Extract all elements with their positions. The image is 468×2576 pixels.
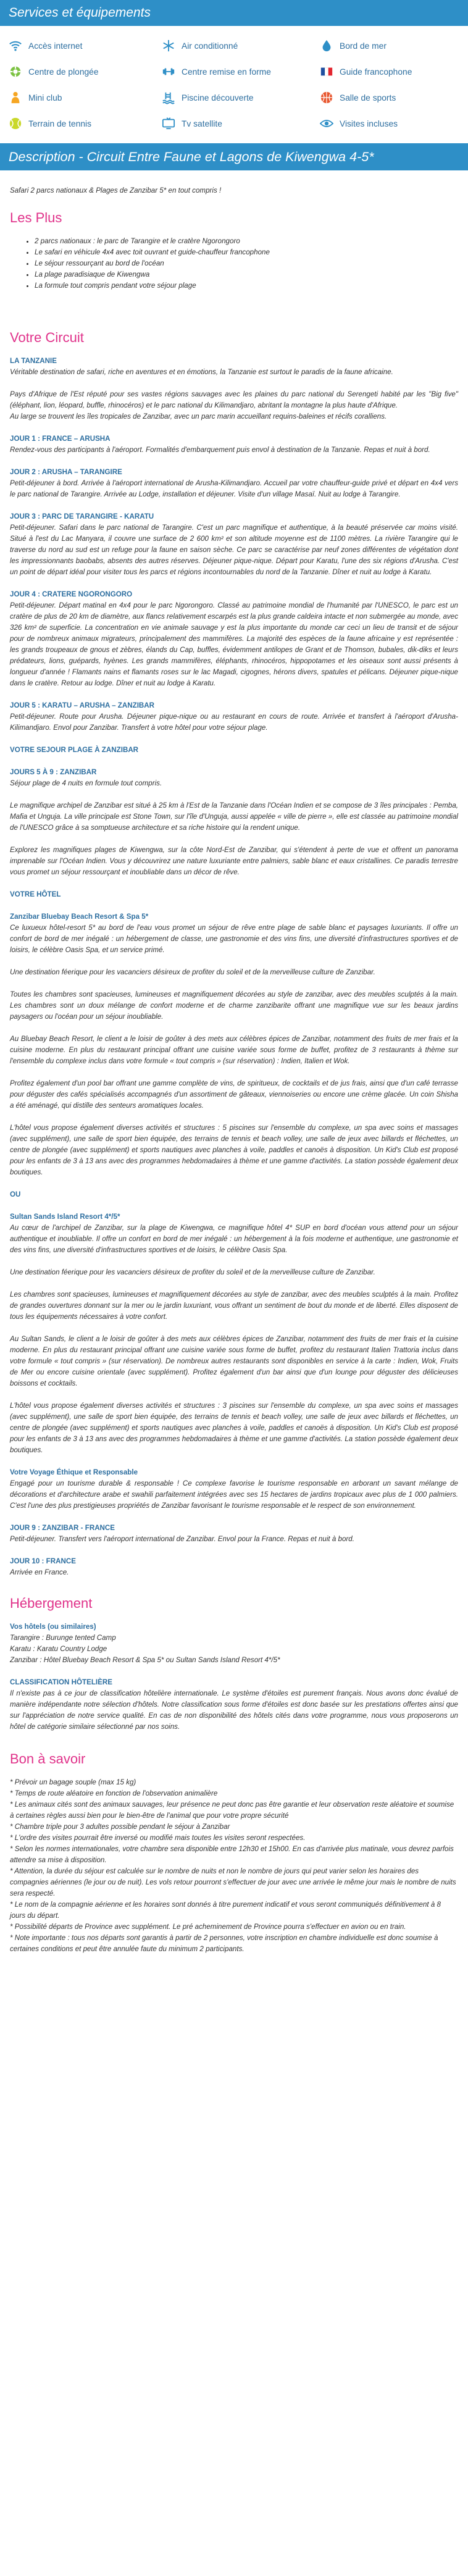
eco-title: Votre Voyage Éthique et Responsable <box>10 1468 138 1476</box>
list-item: * Le nom de la compagnie aérienne et les horaires sont donnés à titre purement indicatif et vous seront communiqués définitivement à 8 jours du départ. <box>10 1901 441 1920</box>
list-item: * Prévoir un bagage souple (max 15 kg) <box>10 1778 136 1786</box>
hotel-paragraph: Profitez également d'un pool bar offrant une gamme complète de vins, de spiritueux, de cocktails et de jus frais, ainsi que d'un café terrasse pour déguster des cafés spécialisés accompagnés d'un assortiment de gâteaux, viennoiseries ou encore une crème glacée. Un coin Shisha a été aménagé, qui distille des senteurs aromatiques locales. <box>10 1079 458 1110</box>
list-item: • La plage paradisiaque de Kiwengwa <box>35 269 458 280</box>
service-item-guide: Guide francophone <box>320 64 468 79</box>
list-item: * Possibilité départs de Province avec supplément. Le pré acheminement de Province pourra s'effectuer en avion ou en train. <box>10 1923 406 1931</box>
plus-heading: Les Plus <box>10 210 62 225</box>
eye-icon <box>320 117 333 130</box>
bon-heading: Bon à savoir <box>10 1751 86 1767</box>
list-item: • 2 parcs nationaux : le parc de Tarangire et le cratère Ngorongoro <box>35 236 458 247</box>
hotel2-name: Sultan Sands Island Resort 4*/5* <box>10 1213 120 1221</box>
service-item-pool: Piscine découverte <box>162 90 320 105</box>
day-text: Arrivée en France. <box>10 1568 69 1576</box>
zanzibar-paragraph: Explorez les magnifiques plages de Kiwengwa, sur la côte Nord-Est de Zanzibar, qui s'étendent à perte de vue et offrent un panorama imprenable sur l'Océan Indien. Vous y découvrirez une nature luxuriante entre palmiers, sable blanc et eaux cristallines. Ce paradis terrestre vous promet un séjour ressourçant et inoubliable dans un décor de rêve. <box>10 846 458 876</box>
service-item-aircon: Air conditionné <box>162 38 320 53</box>
circuit-heading: Votre Circuit <box>10 330 84 345</box>
day-title: JOUR 9 : ZANZIBAR - FRANCE <box>10 1524 115 1532</box>
service-item-seaside: Bord de mer <box>320 38 468 53</box>
day-block <box>10 467 458 500</box>
day-text: Rendez-vous des participants à l'aéroport. Formalités d'embarquement puis envol à destination de la Tanzanie. Repas et nuit à bord. <box>10 446 430 454</box>
region-text: Véritable destination de safari, riche en aventures et en émotions, la Tanzanie est surtout le paradis de la faune africaine. <box>10 368 393 376</box>
tennis-icon <box>9 117 22 130</box>
hebergement-line: Tarangire : Burunge tented Camp <box>10 1634 116 1642</box>
day-text: Petit-déjeuner. Route pour Arusha. Déjeuner pique-nique ou au restaurant en cours de route. Arrivée et transfert à l'aéroport d'Arusha-Kilimandjaro. Envol pour Zanzibar. Transfert à votre hôtel pour votre séjour plage. <box>10 713 458 732</box>
service-item-internet: Accès internet <box>9 38 162 53</box>
wifi-icon <box>9 39 22 52</box>
services-banner: Services et équipements <box>0 0 468 26</box>
services-grid <box>0 26 468 143</box>
main-content <box>0 185 468 1955</box>
intro-text: Safari 2 parcs nationaux & Plages de Zanzibar 5* en tout compris ! <box>10 186 222 194</box>
list-item: * Chambre triple pour 3 adultes possible pendant le séjour à Zanzibar <box>10 1823 230 1831</box>
day-text: Petit-déjeuner. Transfert vers l'aéroport international de Zanzibar. Envol pour la France. Repas et nuit à bord. <box>10 1535 354 1543</box>
drop-icon <box>320 39 333 52</box>
list-item: * Attention, la durée du séjour est calculée sur le nombre de nuits et non le nombre de jours qui peut varier selon les horaires des compagnies aériennes (le jour ou de nuit). Les vols retour pourront s'effectuer de jour avec une arrivée le même jour mais le nombre de nuits sera respecté. <box>10 1867 456 1897</box>
flag-icon <box>320 65 333 78</box>
lifebuoy-icon <box>9 65 22 78</box>
hotel-paragraph: Au Bluebay Beach Resort, le client a le loisir de goûter à des mets aux célèbres épices de Zanzibar, notamment des fruits de mer frais et la cuisine moderne. En plus du restaurant principal offrant une cuisine variée sous forme de buffet, profitez de 3 restaurants à thème sur l'ensemble du complexe inclus dans votre formule « tout compris » (sur réservation) : Indien, Italien et Wok. <box>10 1035 458 1065</box>
hotel-paragraph: L'hôtel vous propose également diverses activités et structures : 5 piscines sur l'ensemble du complexe, un spa avec soins et massages (avec supplément), une salle de sport bien équipée, des terrains de tennis et beach volley, une salle de jeux avec billards et fléchettes, un centre de plongée (avec supplément) et sports nautiques avec planches à voile, paddles et canoës à disposition. Un Kid's Club est proposé pour les enfants de 3 à 13 ans avec des programmes hebdomadaires à thème et une gamme d'activités. La station possède également deux boutiques. <box>10 1124 458 1176</box>
day-text: Petit-déjeuner. Départ matinal en 4x4 pour le parc Ngorongoro. Classé au patrimoine mondial de l'humanité par l'UNESCO, le parc est un cratère de plus de 20 km de diamètre, aux flancs relativement escarpés est la plus grande caldeira intacte et non submergée au monde, avec 326 km² de superficie. La concentration en vie animale sauvage y est la plus importante du monde car ceci un lieu de transit et de séjour pour de nombreux animaux migrateurs, principalement des mammifères. La majorité des espèces de la faune africaine y est représentée : les grands troupeaux de gnous et zèbres, élands du Cap, buffles, évidemment antilopes de Grant et de Thomson, bubales, dik-diks et leurs prédateurs, lions, guépards, hyènes. Les grands mammifères, éléphants, rhinocéros, hippopotames et les oiseaux sont aussi présents à longueur d'année ! Flamants nains et flamants roses sur le lac Magadi, cigognes, hérons divers, spatules et pélicans. Déjeuner pique-nique dans le cratère. Retour au lodge. Dîner et nuit au lodge à Karatu. <box>10 601 458 687</box>
list-item: • La formule tout compris pendant votre séjour plage <box>35 280 458 291</box>
hotel-paragraph: Toutes les chambres sont spacieuses, lumineuses et magnifiquement décorées au style de zanzibar, avec des meubles sculptés à la main. Les chambres sont un doux mélange de confort moderne et de charme zanzibarite offrant une magnifique vue sur les beaux jardins paysagers ou l'océan pour un séjour inoubliable. <box>10 990 458 1021</box>
service-item-miniclub: Mini club <box>9 90 162 105</box>
service-item-fitness: Centre remise en forme <box>162 64 320 79</box>
day-block <box>10 1556 458 1578</box>
region-title: LA TANZANIE <box>10 357 57 365</box>
day-title: JOUR 1 : FRANCE – ARUSHA <box>10 435 111 443</box>
hotel1-name: Zanzibar Bluebay Beach Resort & Spa 5* <box>10 913 149 921</box>
day-title: JOUR 5 : KARATU – ARUSHA – ZANZIBAR <box>10 701 155 709</box>
day-block <box>10 511 458 578</box>
hotel-paragraph: Les chambres sont spacieuses, lumineuses et magnifiquement décorées au style de zanzibar, avec des meubles sculptés à la main. Profitez de grandes ouvertures donnant sur la mer ou le jardin luxuriant, vous offrant un sentiment de bout du monde et de liberté. Elles disposent de tous les équipements nécessaires à votre confort. <box>10 1290 458 1321</box>
classification-text: Il n'existe pas à ce jour de classification hôtelière internationale. Le système d'étoiles est purement français. Nous avons donc évalué de manière indépendante notre sélection d'hôtels. Notre classification sous forme d'étoiles est donc basée sur les prestations offertes ainsi que sur l'appréciation de notre service qualité. En cas de non disponibilité des hôtels cités dans votre programme, nous vous proposerons un hôtel de catégorie similaire sélectionné par nos soins. <box>10 1689 458 1731</box>
plus-list <box>35 236 458 291</box>
list-item: * Note importante : tous nos départs sont garantis à partir de 2 personnes, votre inscription en chambre individuelle est donc soumise à certaines conditions et peut être annulée faute du minimum 2 participants. <box>10 1934 438 1953</box>
description-banner: Description - Circuit Entre Faune et Lagons de Kiwengwa 4-5* <box>0 143 468 170</box>
hebergement-heading: Hébergement <box>10 1595 93 1611</box>
zanzibar-paragraph: Le magnifique archipel de Zanzibar est situé à 25 km à l'Est de la Tanzanie dans l'Océan Indien et se compose de 3 îles principales : Pemba, Mafia et Unguja. La ville principale est Stone Town, sur l'île d'Unguja, aussi appelée « ville de pierre », elle est classée au patrimoine mondial de l'UNESCO grâce à sa somptueuse architecture et sa riche histoire qui la rendent unique. <box>10 801 458 832</box>
tv-icon <box>162 117 175 130</box>
classification-title: CLASSIFICATION HÔTELIÈRE <box>10 1678 112 1686</box>
list-item: • Le safari en véhicule 4x4 avec toit ouvrant et guide-chauffeur francophone <box>35 247 458 258</box>
list-item: * Selon les normes internationales, votre chambre sera disponible entre 12h30 et 15h00. En cas d'arrivée plus matinale, vous devrez parfois attendre sa mise à disposition. <box>10 1845 454 1864</box>
day-text: Petit-déjeuner à bord. Arrivée à l'aéroport international de Arusha-Kilimandjaro. Accueil par votre chauffeur-guide privé et départ en 4x4 vers le parc national de Tarangire. Arrivée au Lodge, installation et déjeuner. Visite d'un village Masaï. Nuit au lodge à Tarangire. <box>10 479 458 498</box>
day-block <box>10 433 458 456</box>
sejour-days-text: Séjour plage de 4 nuits en formule tout compris. <box>10 779 162 787</box>
pool-icon <box>162 91 175 104</box>
day-text: Petit-déjeuner. Safari dans le parc national de Tarangire. C'est un parc magnifique et authentique, à la beauté préservée car moins visité. Situé à l'est du Lac Manyara, il couvre une surface de 2 600 km² et son altitude moyenne est de 1100 mètres. La rivière Tarangire qui le traverse du nord au sud est un refuge pour la faune en saison sèche. Ce parc se caractérise par neuf zones différentes de végétation dont les impressionnants baobabs, absents des autres réserves. Déjeuner pique-nique. Départ pour Karatu, l'une des six régions d'Arusha. C'est un point de départ idéal pour visiter tous les parcs et régions incontournables du nord de la Tanzanie. Dîner et nuit au lodge à Karatu. <box>10 524 458 576</box>
service-item-tv: Tv satellite <box>162 116 320 131</box>
list-item: * Temps de route aléatoire en fonction de l'observation animalière <box>10 1789 218 1797</box>
day-block <box>10 1523 458 1545</box>
service-item-gym: Salle de sports <box>320 90 468 105</box>
hebergement-subtitle: Vos hôtels (ou similaires) <box>10 1623 96 1631</box>
hotel-paragraph: Au cœur de l'archipel de Zanzibar, sur la plage de Kiwengwa, ce magnifique hôtel 4* SUP en bord d'océan vous attend pour un séjour authentique et inoubliable. Il offre un confort en bord de mer inégalé : un hébergement à la fois moderne et authentique, une gastronomie et des vins fins, une diversité d'infrastructures sportives et de loisirs, le célèbre Oasis Spa. <box>10 1224 458 1254</box>
day-title: JOUR 2 : ARUSHA – TARANGIRE <box>10 468 122 476</box>
hotel-paragraph: L'hôtel vous propose également diverses activités et structures : 3 piscines sur l'ensemble du complexe, un spa avec soins et massages (avec supplément), une salle de sport bien équipée, des terrains de tennis et beach volley, une salle de jeux avec billards et fléchettes, un centre de plongée (avec supplément) et sports nautiques avec planches à voile, paddles et canoës à disposition. Un Kid's Club est proposé pour les enfants de 3 à 13 ans avec des programmes hebdomadaires à thème et une gamme d'activités. La station possède également deux boutiques. <box>10 1402 458 1454</box>
or-separator: OU <box>10 1190 21 1198</box>
day-block <box>10 589 458 689</box>
service-item-visits: Visites incluses <box>320 116 468 131</box>
hotel-paragraph: Une destination féerique pour les vacanciers désireux de profiter du soleil et de la merveilleuse culture de Zanzibar. <box>10 968 375 976</box>
region-paragraph: Pays d'Afrique de l'Est réputé pour ses vastes régions sauvages avec les plaines du parc national du Serengeti habité par les "Big five" (éléphant, lion, léopard, buffle, rhinocéros) et le parc national du Kilimandjaro, abritant la montagne la plus haute d'Afrique. <box>10 390 458 409</box>
day-title: JOUR 10 : FRANCE <box>10 1557 76 1565</box>
day-title: JOUR 4 : CRATERE NGORONGORO <box>10 590 133 598</box>
sejour-title: VOTRE SEJOUR PLAGE À ZANZIBAR <box>10 746 139 754</box>
snowflake-icon <box>162 39 175 52</box>
list-item: • Le séjour ressourçant au bord de l'océan <box>35 258 458 269</box>
list-item: * L'ordre des visites pourrait être inversé ou modifié mais toutes les visites seront respectées. <box>10 1834 306 1842</box>
ball-icon <box>320 91 333 104</box>
eco-text: Engagé pour un tourisme durable & responsable ! Ce complexe favorise le tourisme responsable en arborant un savant mélange de décorations et d'architecture arabe et swahili parfaitement intégrées avec ses 15 hectares de jardins tropicaux avec plus de 1 000 palmiers. C'est l'une des plus prestigieuses propriétés de Zanzibar favorisant le tourisme responsable et le respect de son environnement. <box>10 1479 458 1510</box>
service-item-diving: Centre de plongée <box>9 64 162 79</box>
hotel-paragraph: Au Sultan Sands, le client a le loisir de goûter à des mets aux célèbres épices de Zanzibar, notamment des fruits de mer frais et la cuisine moderne. En plus du restaurant principal offrant une cuisine variée sous forme de buffet, profitez du restaurant Italien Trattoria inclus dans votre formule « tout compris » (sur réservation). De nombreux autres restaurants sont disponibles en service à la carte : Indien, Wok, Fruits de Mer ou encore cuisine orientale (avec supplément). Profitez également d'un bar ainsi que d'un lounge pour déguster des délicieuses boissons et cocktails. <box>10 1335 458 1387</box>
list-item: * Les animaux cités sont des animaux sauvages, leur présence ne peut donc pas être garantie et leur observation reste aléatoire et soumise à certaines règles aussi bien pour le bien-être de l'animal que pour votre propre sécurité <box>10 1800 454 1820</box>
hebergement-line: Zanzibar : Hôtel Bluebay Beach Resort & Spa 5* ou Sultan Sands Island Resort 4*/5* <box>10 1656 280 1664</box>
day-block <box>10 700 458 734</box>
dumbbell-icon <box>162 65 175 78</box>
hotel-title: VOTRE HÔTEL <box>10 890 61 898</box>
hotel-paragraph: Ce luxueux hôtel-resort 5* au bord de l'eau vous promet un séjour de rêve entre plage de sable blanc et paysages luxuriants. Il offre un confort de bord de mer inégalé : un hébergement de classe, une gastronomie et des vins fins, une diversité d'infrastructures sportives et de loisirs, le célèbre Oasis Spa, et un service primé. <box>10 924 458 954</box>
service-item-tennis: Terrain de tennis <box>9 116 162 131</box>
region-paragraph: Au large se trouvent les îles tropicales de Zanzibar, avec un parc marin accueillant requins-baleines et récifs coralliens. <box>10 412 387 420</box>
sejour-days-title: JOURS 5 À 9 : ZANZIBAR <box>10 768 97 776</box>
child-icon <box>9 91 22 104</box>
hotel-paragraph: Une destination féerique pour les vacanciers désireux de profiter du soleil et de la merveilleuse culture de Zanzibar. <box>10 1268 375 1276</box>
bon-list <box>10 1777 458 1955</box>
day-title: JOUR 3 : PARC DE TARANGIRE - KARATU <box>10 512 154 521</box>
hebergement-line: Karatu : Karatu Country Lodge <box>10 1645 107 1653</box>
